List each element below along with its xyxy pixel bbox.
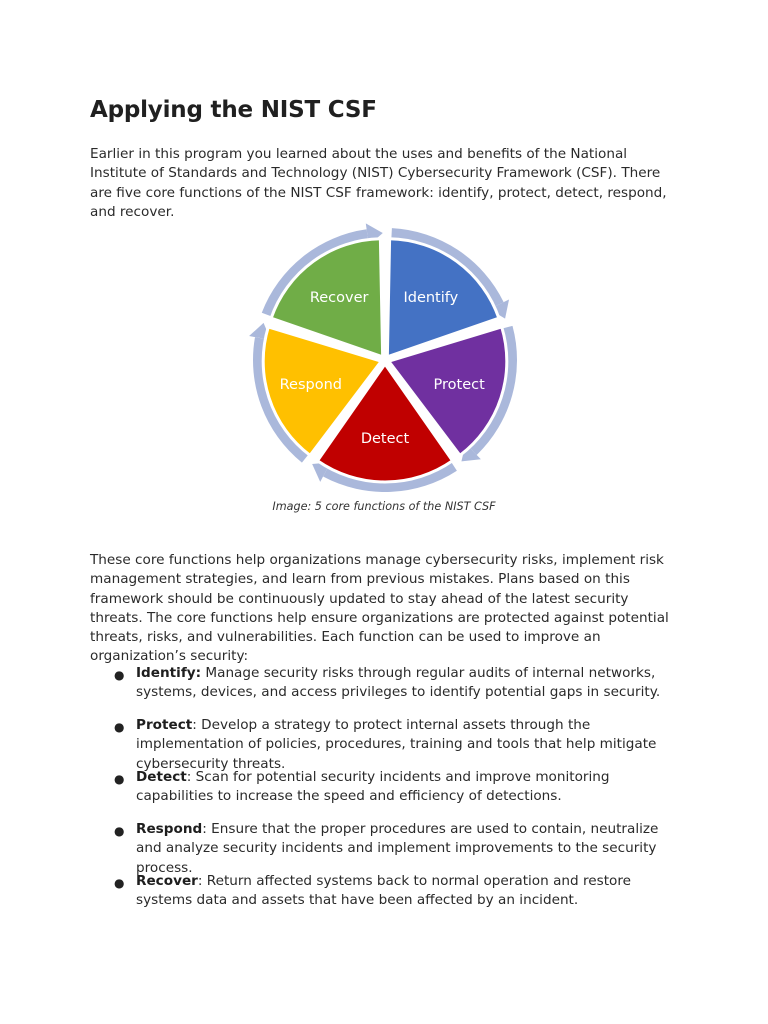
list-item-text <box>136 664 681 703</box>
intro-paragraph: Earlier in this program you learned about the uses and benefits of the National Institute of Standards and Technology (NIST) Cybersecurity Framework (CSF). There are five core functions of the NIST CSF framework: identify, protect, detect, respond, and recover. <box>90 146 667 220</box>
list-item-text <box>136 768 681 807</box>
nist-csf-diagram <box>240 215 530 505</box>
nist-csf-wheel <box>240 215 530 505</box>
term-label: Recover <box>136 873 198 889</box>
term-label: Detect <box>136 769 187 785</box>
term-label: Identify: <box>136 665 202 681</box>
bullet-icon: ● <box>114 772 125 786</box>
term-description: : Return affected systems back to normal operation and restore systems data and assets that have been affected by an incident. <box>136 873 631 909</box>
segment-label-identify: Identify <box>403 289 459 306</box>
list-item-text <box>136 716 681 774</box>
bullet-icon: ● <box>114 824 125 838</box>
bullet-icon: ● <box>114 720 125 734</box>
segment-label-respond: Respond <box>279 377 343 394</box>
segment-label-recover: Recover <box>309 289 369 306</box>
bullet-icon: ● <box>114 876 125 890</box>
segment-label-detect: Detect <box>360 431 410 447</box>
term-description: Manage security risks through regular audits of internal networks, systems, devices, and access privileges to identify potential gaps in security. <box>136 665 661 701</box>
list-item-text <box>136 872 681 911</box>
figure-caption: Image: 5 core functions of the NIST CSF <box>272 500 496 513</box>
body-paragraph: These core functions help organizations manage cybersecurity risks, implement risk management strategies, and learn from previous mistakes. Plans based on this framework should be continuously updated to stay ahead of the latest security threats. The core functions help ensure organizations are protected against potential threats, risks, and vulnerabilities. Each function can be used to improve an organization’s security: <box>90 552 669 665</box>
term-description: : Scan for potential security incidents and improve monitoring capabilities to increase the speed and efficiency of detections. <box>136 769 610 805</box>
term-label: Respond <box>136 821 203 837</box>
term-description: : Ensure that the proper procedures are used to contain, neutralize and analyze security incidents and implement improvements to the security process. <box>136 821 659 876</box>
segment-label-protect: Protect <box>433 377 485 394</box>
list-item-text <box>136 820 681 878</box>
term-label: Protect <box>136 717 193 733</box>
page-title: Applying the NIST CSF <box>90 97 377 123</box>
bullet-icon: ● <box>114 668 125 682</box>
term-description: : Develop a strategy to protect internal assets through the implementation of policies, procedures, training and tools that help mitigate cybersecurity threats. <box>136 717 657 772</box>
